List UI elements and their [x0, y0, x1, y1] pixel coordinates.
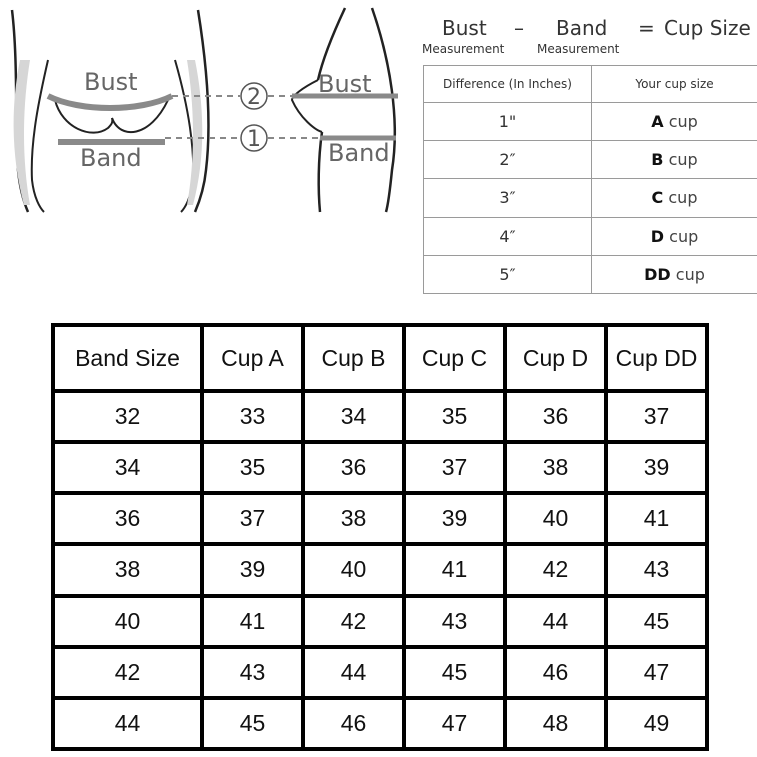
- cup-d-cell: 40: [507, 495, 604, 542]
- body-measurement-drawing: [0, 0, 410, 300]
- table-row: [55, 444, 705, 491]
- band-size-cell: 38: [55, 546, 200, 593]
- cup-letter: A: [651, 112, 664, 132]
- difference-value: 1": [424, 103, 592, 141]
- difference-value: 2″: [424, 141, 592, 179]
- formula-band: Band: [556, 16, 608, 40]
- cup-b-cell: 38: [305, 495, 402, 542]
- cup-c-cell: 45: [406, 649, 503, 696]
- table-row: [55, 598, 705, 645]
- cup-size-formula: [420, 14, 757, 62]
- header-difference: Difference (In Inches): [424, 66, 592, 103]
- bra-size-chart: [51, 323, 709, 751]
- header-cup-size: Your cup size: [592, 66, 757, 103]
- cup-dd-cell: 37: [608, 393, 705, 440]
- cup-b-cell: 40: [305, 546, 402, 593]
- difference-value: 5″: [424, 255, 592, 293]
- cup-letter: D: [650, 226, 665, 246]
- table-row: [55, 649, 705, 696]
- cup-dd-cell: 41: [608, 495, 705, 542]
- cup-a-cell: 39: [204, 546, 301, 593]
- cup-d-cell: 36: [507, 393, 604, 440]
- formula-band-sub: Measurement: [537, 42, 620, 56]
- cup-dd-cell: 43: [608, 546, 705, 593]
- formula-minus: –: [514, 16, 524, 40]
- cup-c-cell: 35: [406, 393, 503, 440]
- cup-b-cell: 42: [305, 598, 402, 645]
- band-size-cell: 36: [55, 495, 200, 542]
- cup-a-cell: 33: [204, 393, 301, 440]
- cup-word: cup: [675, 264, 705, 284]
- front-band-label: Band: [80, 144, 142, 172]
- difference-value: 4″: [424, 217, 592, 255]
- cup-b-cell: 44: [305, 649, 402, 696]
- formula-equals: =: [638, 16, 655, 40]
- band-size-cell: 34: [55, 444, 200, 491]
- cup-b-cell: 34: [305, 393, 402, 440]
- header-cup-b: Cup B: [305, 327, 402, 389]
- table-row: [424, 141, 757, 179]
- header-band-size: Band Size: [55, 327, 200, 389]
- cup-c-cell: 43: [406, 598, 503, 645]
- cup-dd-cell: 49: [608, 700, 705, 747]
- table-row: [424, 217, 757, 255]
- table-row: [55, 546, 705, 593]
- cup-b-cell: 36: [305, 444, 402, 491]
- cup-value: [592, 217, 757, 255]
- cup-value: [592, 179, 757, 217]
- band-size-cell: 32: [55, 393, 200, 440]
- cup-dd-cell: 39: [608, 444, 705, 491]
- cup-value: [592, 103, 757, 141]
- cup-c-cell: 37: [406, 444, 503, 491]
- formula-bust-sub: Measurement: [422, 42, 505, 56]
- cup-letter: DD: [644, 264, 671, 284]
- cup-d-cell: 44: [507, 598, 604, 645]
- cup-c-cell: 39: [406, 495, 503, 542]
- header-cup-d: Cup D: [507, 327, 604, 389]
- table-row: [55, 393, 705, 440]
- cup-word: cup: [668, 188, 698, 208]
- cup-dd-cell: 47: [608, 649, 705, 696]
- cup-b-cell: 46: [305, 700, 402, 747]
- header-cup-dd: Cup DD: [608, 327, 705, 389]
- cup-c-cell: 47: [406, 700, 503, 747]
- cup-dd-cell: 45: [608, 598, 705, 645]
- cup-a-cell: 35: [204, 444, 301, 491]
- size-chart-body: [55, 393, 705, 747]
- band-size-cell: 40: [55, 598, 200, 645]
- band-size-cell: 44: [55, 700, 200, 747]
- cup-a-cell: 45: [204, 700, 301, 747]
- marker-2-label: 2: [247, 85, 261, 110]
- front-bust-label: Bust: [84, 68, 138, 96]
- cup-word: cup: [668, 112, 698, 132]
- cup-a-cell: 43: [204, 649, 301, 696]
- table-row: [424, 103, 757, 141]
- cup-a-cell: 41: [204, 598, 301, 645]
- table-row: [55, 700, 705, 747]
- cup-value: [592, 141, 757, 179]
- formula-bust: Bust: [442, 16, 487, 40]
- formula-result: Cup Size: [664, 16, 751, 40]
- difference-value: 3″: [424, 179, 592, 217]
- cup-letter: C: [651, 188, 664, 208]
- cup-d-cell: 42: [507, 546, 604, 593]
- measurement-illustration: [0, 0, 410, 300]
- table-row: [55, 495, 705, 542]
- cup-d-cell: 48: [507, 700, 604, 747]
- cup-c-cell: 41: [406, 546, 503, 593]
- side-bust-label: Bust: [318, 70, 372, 98]
- cup-value: [592, 255, 757, 293]
- header-cup-a: Cup A: [204, 327, 301, 389]
- size-chart-header: [55, 327, 705, 389]
- band-size-cell: 42: [55, 649, 200, 696]
- table-row: [424, 179, 757, 217]
- table-row: [424, 255, 757, 293]
- difference-table: [423, 65, 757, 294]
- cup-word: cup: [668, 150, 698, 170]
- cup-a-cell: 37: [204, 495, 301, 542]
- difference-table-header: [424, 66, 757, 103]
- cup-word: cup: [669, 226, 699, 246]
- cup-letter: B: [651, 150, 664, 170]
- marker-1-label: 1: [247, 127, 261, 152]
- cup-d-cell: 38: [507, 444, 604, 491]
- side-band-label: Band: [328, 139, 390, 167]
- header-cup-c: Cup C: [406, 327, 503, 389]
- cup-d-cell: 46: [507, 649, 604, 696]
